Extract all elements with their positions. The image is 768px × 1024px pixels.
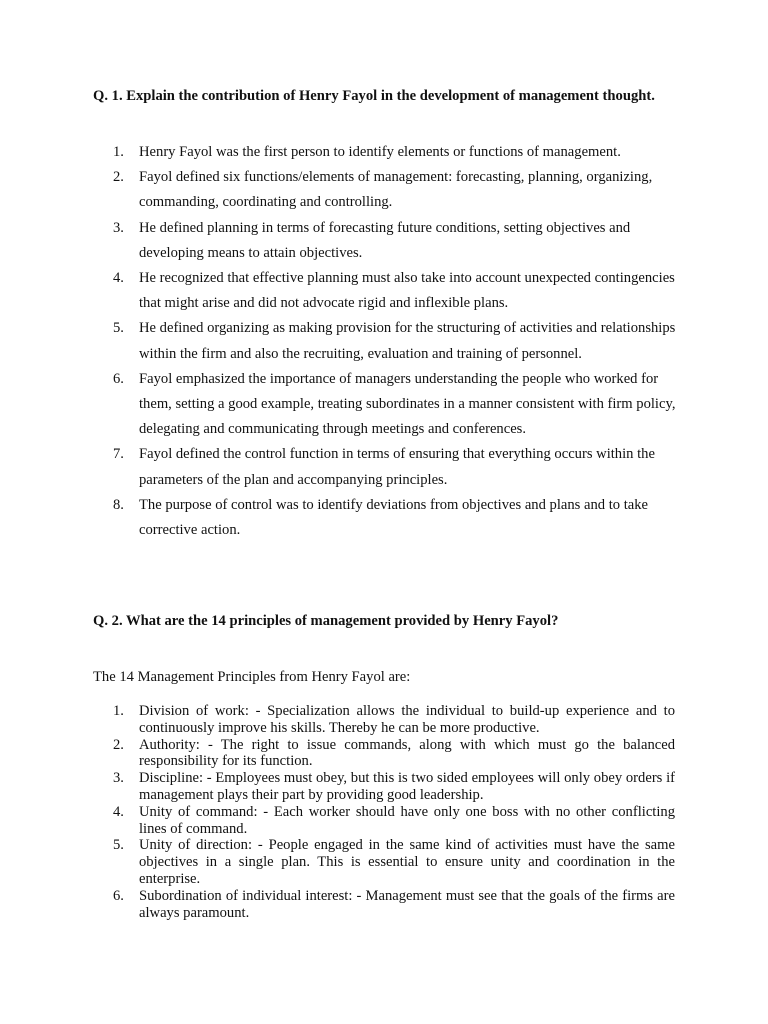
list-item-text: The purpose of control was to identify deviations from objectives and plans and to take corrective action. <box>139 496 649 539</box>
list-item-text: Henry Fayol was the first person to identify elements or functions of management. <box>139 144 621 160</box>
list-item <box>93 703 675 737</box>
list-item-number: 5. <box>113 837 124 854</box>
list-item-text: Authority: - The right to issue commands, along with which must go the balanced responsibility for its function. <box>139 736 675 770</box>
list-item-text: Fayol defined six functions/elements of management: forecasting, planning, organizing, commanding, coordinating and controlling. <box>139 169 653 211</box>
list-item-number: 1. <box>113 703 124 719</box>
list-item-text: He defined planning in terms of forecasting future conditions, setting objectives and developing means to attain objectives. <box>139 219 631 261</box>
list-item-number: 6. <box>113 370 124 387</box>
list-item <box>93 140 683 165</box>
list-item <box>93 888 675 922</box>
list-item <box>93 367 683 443</box>
list-item-number: 2. <box>113 169 124 186</box>
list-item-text: Subordination of individual interest: - Management must see that the goals of the firms are always paramount. <box>139 887 675 921</box>
list-item <box>93 165 683 215</box>
list-item-text: He defined organizing as making provision for the structuring of activities and relationships within the firm and also the recruiting, evaluation and training of personnel. <box>139 320 676 362</box>
list-item-text: He recognized that effective planning must also take into account unexpected contingencies that might arise and did not advocate rigid and inflexible plans. <box>139 270 675 312</box>
list-item-number: 4. <box>113 270 124 287</box>
list-item-number: 7. <box>113 446 124 463</box>
list-item <box>93 442 683 492</box>
list-item <box>93 770 675 804</box>
list-item-text: Unity of direction: - People engaged in the same kind of activities must have the same objectives in a single plan. This is essential to ensure unity and coordination in the enterprise. <box>139 837 675 887</box>
principles-list <box>93 703 675 921</box>
list-item-number: 6. <box>113 887 124 904</box>
list-item <box>93 737 675 771</box>
list-item-number: 4. <box>113 803 124 820</box>
list-item-text: Fayol defined the control function in terms of ensuring that everything occurs within the parameters of the plan and accompanying principles. <box>139 446 655 488</box>
list-item <box>93 804 675 838</box>
list-item <box>93 216 683 266</box>
list-item-text: Fayol emphasized the importance of managers understanding the people who worked for them, setting a good example, treating subordinates in a manner consistent with firm policy, delegating and communicating through meetings and conferences. <box>139 370 676 438</box>
list-item-number: 5. <box>113 320 124 337</box>
question-1-heading: Q. 1. Explain the contribution of Henry Fayol in the development of management thought. <box>93 88 655 104</box>
question-2-intro: The 14 Management Principles from Henry Fayol are: <box>93 669 411 685</box>
list-item-number: 3. <box>113 770 124 787</box>
list-item-number: 2. <box>113 736 124 753</box>
list-item <box>93 493 683 543</box>
list-item-number: 3. <box>113 219 124 236</box>
list-item-text: Unity of command: - Each worker should have only one boss with no other conflicting lines of command. <box>139 803 675 837</box>
list-item-text: Discipline: - Employees must obey, but this is two sided employees will only obey orders if management plays their part by providing good leadership. <box>139 770 675 803</box>
list-item <box>93 837 675 887</box>
list-item-text: Division of work: - Specialization allows the individual to build-up experience and to continuously improve his skills. Thereby he can be more productive. <box>139 703 675 736</box>
list-item <box>93 266 683 316</box>
list-item-number: 8. <box>113 496 124 513</box>
list-item-number: 1. <box>113 144 124 160</box>
question-1-answer-list <box>93 140 683 543</box>
question-2-heading: Q. 2. What are the 14 principles of management provided by Henry Fayol? <box>93 613 559 629</box>
list-item <box>93 316 683 366</box>
